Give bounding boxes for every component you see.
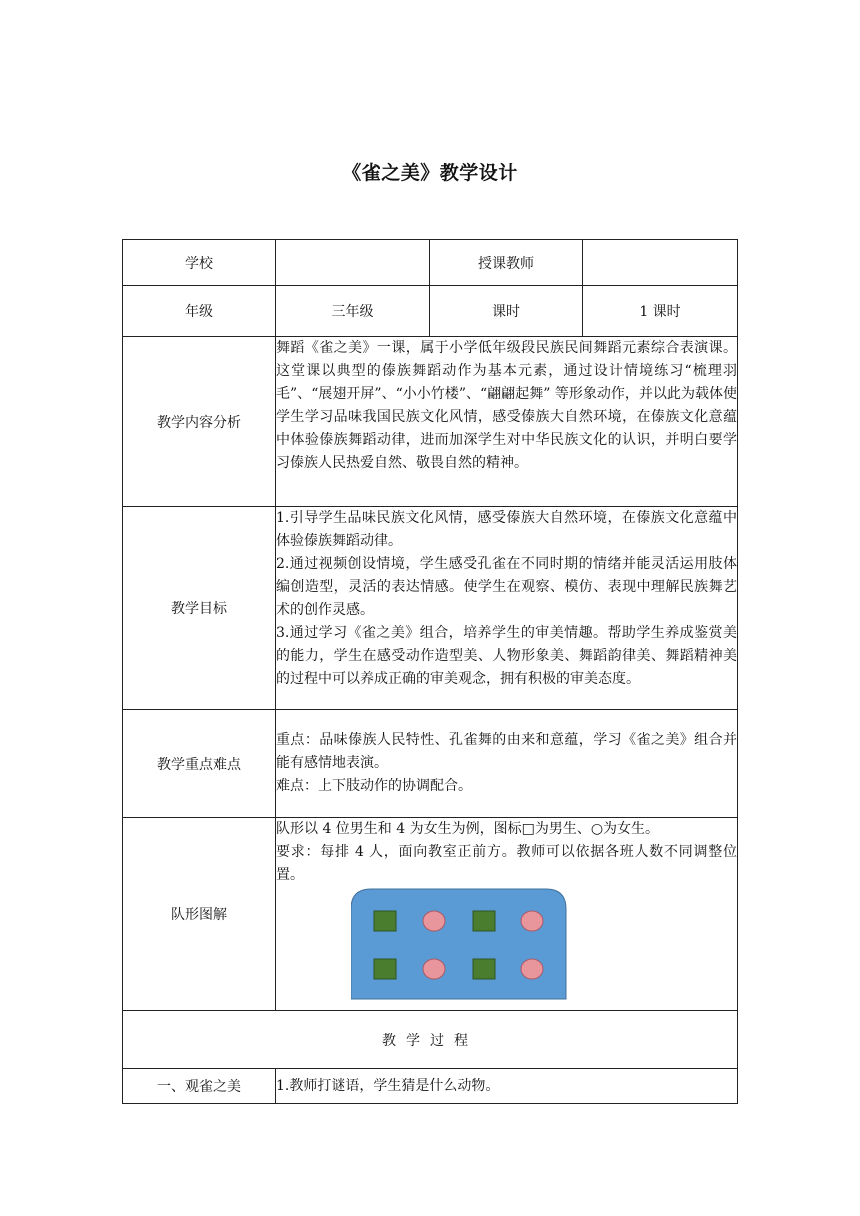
- grade-value: 三年级: [276, 286, 430, 337]
- key-points-cell: [276, 710, 738, 818]
- teaching-goals-label: 教学目标: [123, 507, 276, 710]
- content-analysis-row: [123, 337, 738, 507]
- period-value: 1 课时: [583, 286, 738, 337]
- content-analysis-label: 教学内容分析: [123, 337, 276, 507]
- school-value: [276, 240, 430, 286]
- classroom-stage-shape: [351, 889, 566, 999]
- formation-line-2: 要求：每排 4 人，面向教室正前方。教师可以依据各班人数不同调整位置。: [276, 844, 737, 883]
- goal-item-1: 1.引导学生品味民族文化风情，感受傣族大自然环境，在傣族文化意蕴中体验傣族舞蹈动律。: [276, 510, 737, 549]
- formation-label: 队形图解: [123, 818, 276, 1011]
- girl-marker: [423, 911, 445, 931]
- grade-row: [123, 286, 738, 337]
- step1-label: 一、观雀之美: [123, 1069, 276, 1104]
- key-point-text: 重点：品味傣族人民特性、孔雀舞的由来和意蕴，学习《雀之美》组合并能有感情地表演。: [276, 732, 737, 771]
- key-points-label: 教学重点难点: [123, 710, 276, 818]
- teacher-label: 授课教师: [430, 240, 583, 286]
- content-analysis-text: 舞蹈《雀之美》一课，属于小学低年级段民族民间舞蹈元素综合表演课。这堂课以典型的傣族舞蹈动作为基本元素，通过设计情境练习“梳理羽毛”、“展翅开屏”、“小小竹楼”、“翩翩起舞” 等形象动作，并以此为载体使学生学习品味我国民族文化风情，感受傣族大自然环境，在傣族文化意蕴中体验傣族舞蹈动律，进而加深学生对中华民族文化的认识，并明白要学习傣族人民热爱自然、敬畏自然的精神。: [276, 337, 738, 507]
- document-title: 《雀之美》教学设计: [342, 162, 518, 184]
- boy-marker: [473, 959, 495, 979]
- period-label: 课时: [430, 286, 583, 337]
- teacher-value: [583, 240, 738, 286]
- formation-row: [123, 818, 738, 1011]
- difficulty-text: 难点：上下肢动作的协调配合。: [276, 778, 472, 794]
- step1-text: 1.教师打谜语，学生猜是什么动物。: [276, 1069, 738, 1104]
- grade-label: 年级: [123, 286, 276, 337]
- boy-marker: [374, 959, 396, 979]
- lesson-plan-table: [122, 239, 738, 1104]
- formation-cell: [276, 818, 738, 1011]
- goal-item-3: 3.通过学习《雀之美》组合，培养学生的审美情趣。帮助学生养成鉴赏美的能力，学生在感受动作造型美、人物形象美、舞蹈韵律美、舞蹈精神美的过程中可以养成正确的审美观念，拥有积极的审美态度。: [276, 625, 737, 687]
- formation-diagram-svg: [351, 887, 591, 1005]
- school-row: [123, 240, 738, 286]
- boy-marker: [374, 911, 396, 931]
- step1-row: [123, 1069, 738, 1104]
- teaching-goals-cell: [276, 507, 738, 710]
- teaching-goals-row: [123, 507, 738, 710]
- goal-item-2: 2.通过视频创设情境，学生感受孔雀在不同时期的情绪并能灵活运用肢体编创造型，灵活的表达情感。使学生在观察、模仿、表现中理解民族舞艺术的创作灵感。: [276, 556, 737, 618]
- key-points-row: [123, 710, 738, 818]
- girl-marker: [521, 959, 543, 979]
- boy-marker: [473, 911, 495, 931]
- school-label: 学校: [123, 240, 276, 286]
- formation-line-1: 队形以 4 位男生和 4 为女生为例，图标□为男生、○为女生。: [276, 821, 660, 837]
- process-header-row: [123, 1011, 738, 1069]
- formation-diagram: [276, 887, 737, 1005]
- teaching-process-header: 教学过程: [123, 1011, 738, 1069]
- girl-marker: [521, 911, 543, 931]
- girl-marker: [423, 959, 445, 979]
